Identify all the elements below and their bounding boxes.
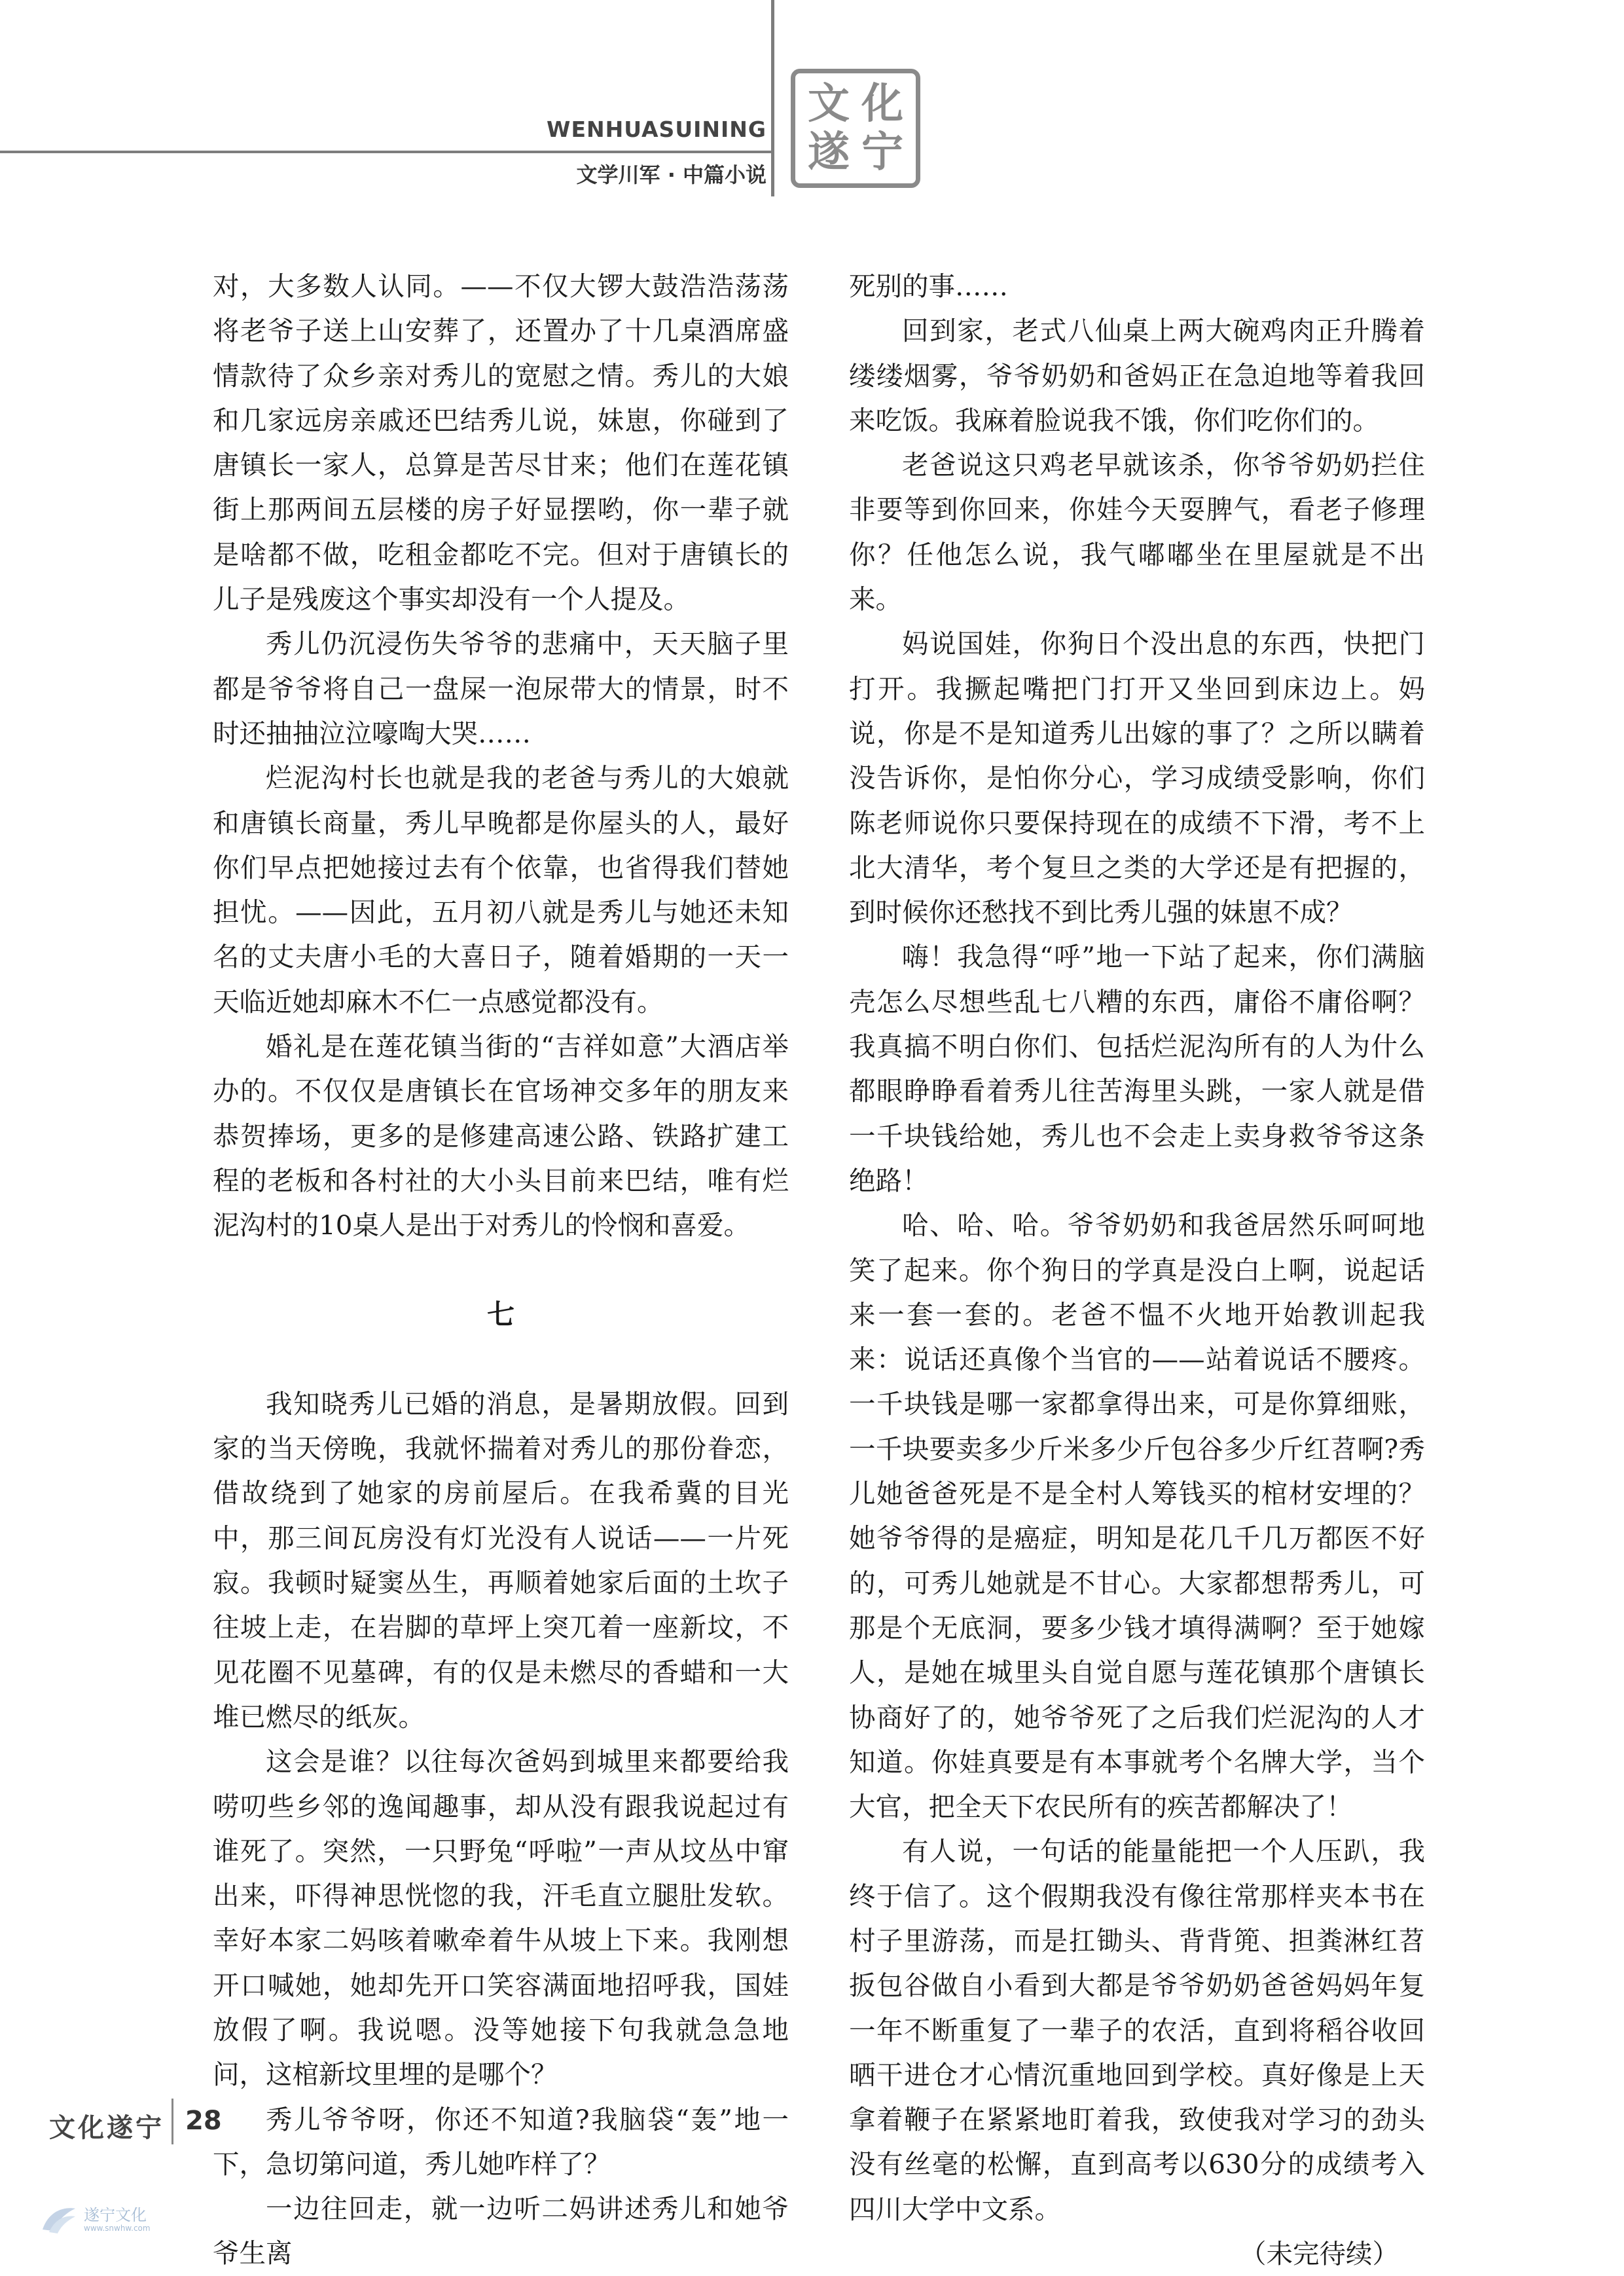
magazine-seal-logo (791, 69, 920, 188)
paragraph: 这会是谁？以往每次爸妈到城里来都要给我唠叨些乡邻的逸闻趣事，却从没有跟我说起过有谁死了。突然，一只野兔“呼啦”一声从坟丛中窜出来，吓得神思恍惚的我，汗毛直立腿肚发软。幸好本家二妈咳着嗽牵着牛从坡上下来。我刚想开口喊她，她却先开口笑容满面地招呼我，国娃放假了啊。我说嗯。没等她接下句我就急急地问，这棺新坟里埋的是哪个？ (213, 1746, 789, 2091)
footer-divider (171, 2099, 173, 2144)
seal-char: 文 (808, 79, 850, 128)
section-heading: 七 (486, 1298, 514, 1331)
footer-brand: 文化遂宁 (49, 2112, 164, 2143)
to-be-continued: （未完待续） (1240, 2238, 1399, 2270)
paragraph: 秀儿仍沉浸伤失爷爷的悲痛中，天天脑子里都是爷爷将自己一盘屎一泡尿带大的情景，时不时还抽抽泣泣嚎啕大哭…… (213, 628, 789, 749)
paragraph: 婚礼是在莲花镇当街的“吉祥如意”大酒店举办的。不仅仅是唐镇长在官场神交多年的朋友来恭贺捧场，更多的是修建高速公路、铁路扩建工程的老板和各村社的大小头目前来巴结，唯有烂泥沟村的10桌人是出于对秀儿的怜悯和喜爱。 (213, 1031, 789, 1241)
left-text-column (213, 264, 789, 2276)
paragraph: 烂泥沟村长也就是我的老爸与秀儿的大娘就和唐镇长商量，秀儿早晚都是你屋头的人，最好你们早点把她接过去有个依靠，也省得我们替她担忧。——因此，五月初八就是秀儿与她还未知名的丈夫唐小毛的大喜日子，随着婚期的一天一天临近她却麻木不仁一点感觉都没有。 (213, 762, 789, 1018)
paragraph: 嗨！我急得“呼”地一下站了起来，你们满脑壳怎么尽想些乱七八糟的东西，庸俗不庸俗啊？我真搞不明白你们、包括烂泥沟所有的人为什么都眼睁睁看着秀儿往苦海里头跳，一家人就是借一千块钱给她，秀儿也不会走上卖身救爷爷这条绝路！ (849, 941, 1425, 1196)
watermark-title: 遂宁文化 (84, 2206, 147, 2225)
page-number: 28 (185, 2106, 222, 2136)
seal-char: 化 (861, 79, 903, 128)
paragraph: 一边往回走，就一边听二妈讲述秀儿和她爷爷生离 (213, 2193, 789, 2269)
seal-char: 遂 (808, 128, 850, 177)
paragraph: 秀儿爷爷呀，你还不知道?我脑袋“轰”地一下，急切第问道，秀儿她咋样了？ (213, 2103, 789, 2180)
paragraph: 有人说，一句话的能量能把一个人压趴，我终于信了。这个假期我没有像往常那样夹本书在村子里游荡，而是扛锄头、背背篼、担粪淋红苕扳包谷做自小看到大都是爷爷奶奶爸爸妈妈年复一年不断重复了一辈子的农活，直到将稻谷收回晒干进仓才心情沉重地回到学校。真好像是上天拿着鞭子在紧紧地盯着我，致使我对学习的劲头没有丝毫的松懈，直到高考以630分的成绩考入四川大学中文系。 (849, 1835, 1425, 2225)
header-vertical-rule (771, 0, 774, 196)
wing-logo-icon (39, 2203, 79, 2236)
paragraph: 回到家，老式八仙桌上两大碗鸡肉正升腾着缕缕烟雾，爷爷奶奶和爸妈正在急迫地等着我回来吃饭。我麻着脸说我不饿，你们吃你们的。 (849, 315, 1425, 436)
paragraph: 哈、哈、哈。爷爷奶奶和我爸居然乐呵呵地笑了起来。你个狗日的学真是没白上啊，说起话来一套一套的。老爸不愠不火地开始教训起我来：说话还真像个当官的——站着说话不腰疼。一千块钱是哪一家都拿得出来，可是你算细账，一千块要卖多少斤米多少斤包谷多少斤红苕啊?秀儿她爸爸死是不是全村人筹钱买的棺材安埋的？她爷爷得的是癌症，明知是花几千几万都医不好的，可秀儿她就是不甘心。大家都想帮秀儿，可那是个无底洞，要多少钱才填得满啊？至于她嫁人，是她在城里头自觉自愿与莲花镇那个唐镇长协商好了的，她爷爷死了之后我们烂泥沟的人才知道。你娃真要是有本事就考个名牌大学，当个大官，把全天下农民所有的疾苦都解决了！ (849, 1209, 1425, 1823)
seal-char: 宁 (861, 128, 903, 177)
watermark (39, 2200, 190, 2239)
paragraph: 我知晓秀儿已婚的消息，是暑期放假。回到家的当天傍晚，我就怀揣着对秀儿的那份眷恋，借故绕到了她家的房前屋后。在我希冀的目光中，那三间瓦房没有灯光没有人说话——一片死寂。我顿时疑窦丛生，再顺着她家后面的土坎子往坡上走，在岩脚的草坪上突兀着一座新坟，不见花圈不见墓碑，有的仅是未燃尽的香蜡和一大堆已燃尽的纸灰。 (213, 1387, 789, 1733)
paragraph: 死别的事…… (849, 270, 1008, 302)
paragraph: 老爸说这只鸡老早就该杀，你爷爷奶奶拦住非要等到你回来，你娃今天耍脾气，看老子修理你？任他怎么说，我气嘟嘟坐在里屋就是不出来。 (849, 449, 1425, 615)
watermark-url: www.snwhw.com (84, 2223, 151, 2233)
header-latin-title: WENHUASUINING (547, 117, 767, 142)
right-text-column (849, 264, 1425, 2276)
header-rule (0, 151, 772, 153)
paragraph: 妈说国娃，你狗日个没出息的东西，快把门打开。我撅起嘴把门打开又坐回到床边上。妈说，你是不是知道秀儿出嫁的事了？之所以瞒着没告诉你，是怕你分心，学习成绩受影响，你们陈老师说你只要保持现在的成绩不下滑，考不上北大清华，考个复旦之类的大学还是有把握的，到时候你还愁找不到比秀儿强的妹崽不成？ (849, 628, 1425, 928)
header-column-name: 文学川军 · 中篇小说 (576, 162, 767, 187)
paragraph: 对，大多数人认同。——不仅大锣大鼓浩浩荡荡将老爷子送上山安葬了，还置办了十几桌酒席盛情款待了众乡亲对秀儿的宽慰之情。秀儿的大娘和几家远房亲戚还巴结秀儿说，妹崽，你碰到了唐镇长一家人，总算是苦尽甘来；他们在莲花镇街上那两间五层楼的房子好显摆哟，你一辈子就是啥都不做，吃租金都吃不完。但对于唐镇长的儿子是残废这个事实却没有一个人提及。 (213, 270, 789, 615)
